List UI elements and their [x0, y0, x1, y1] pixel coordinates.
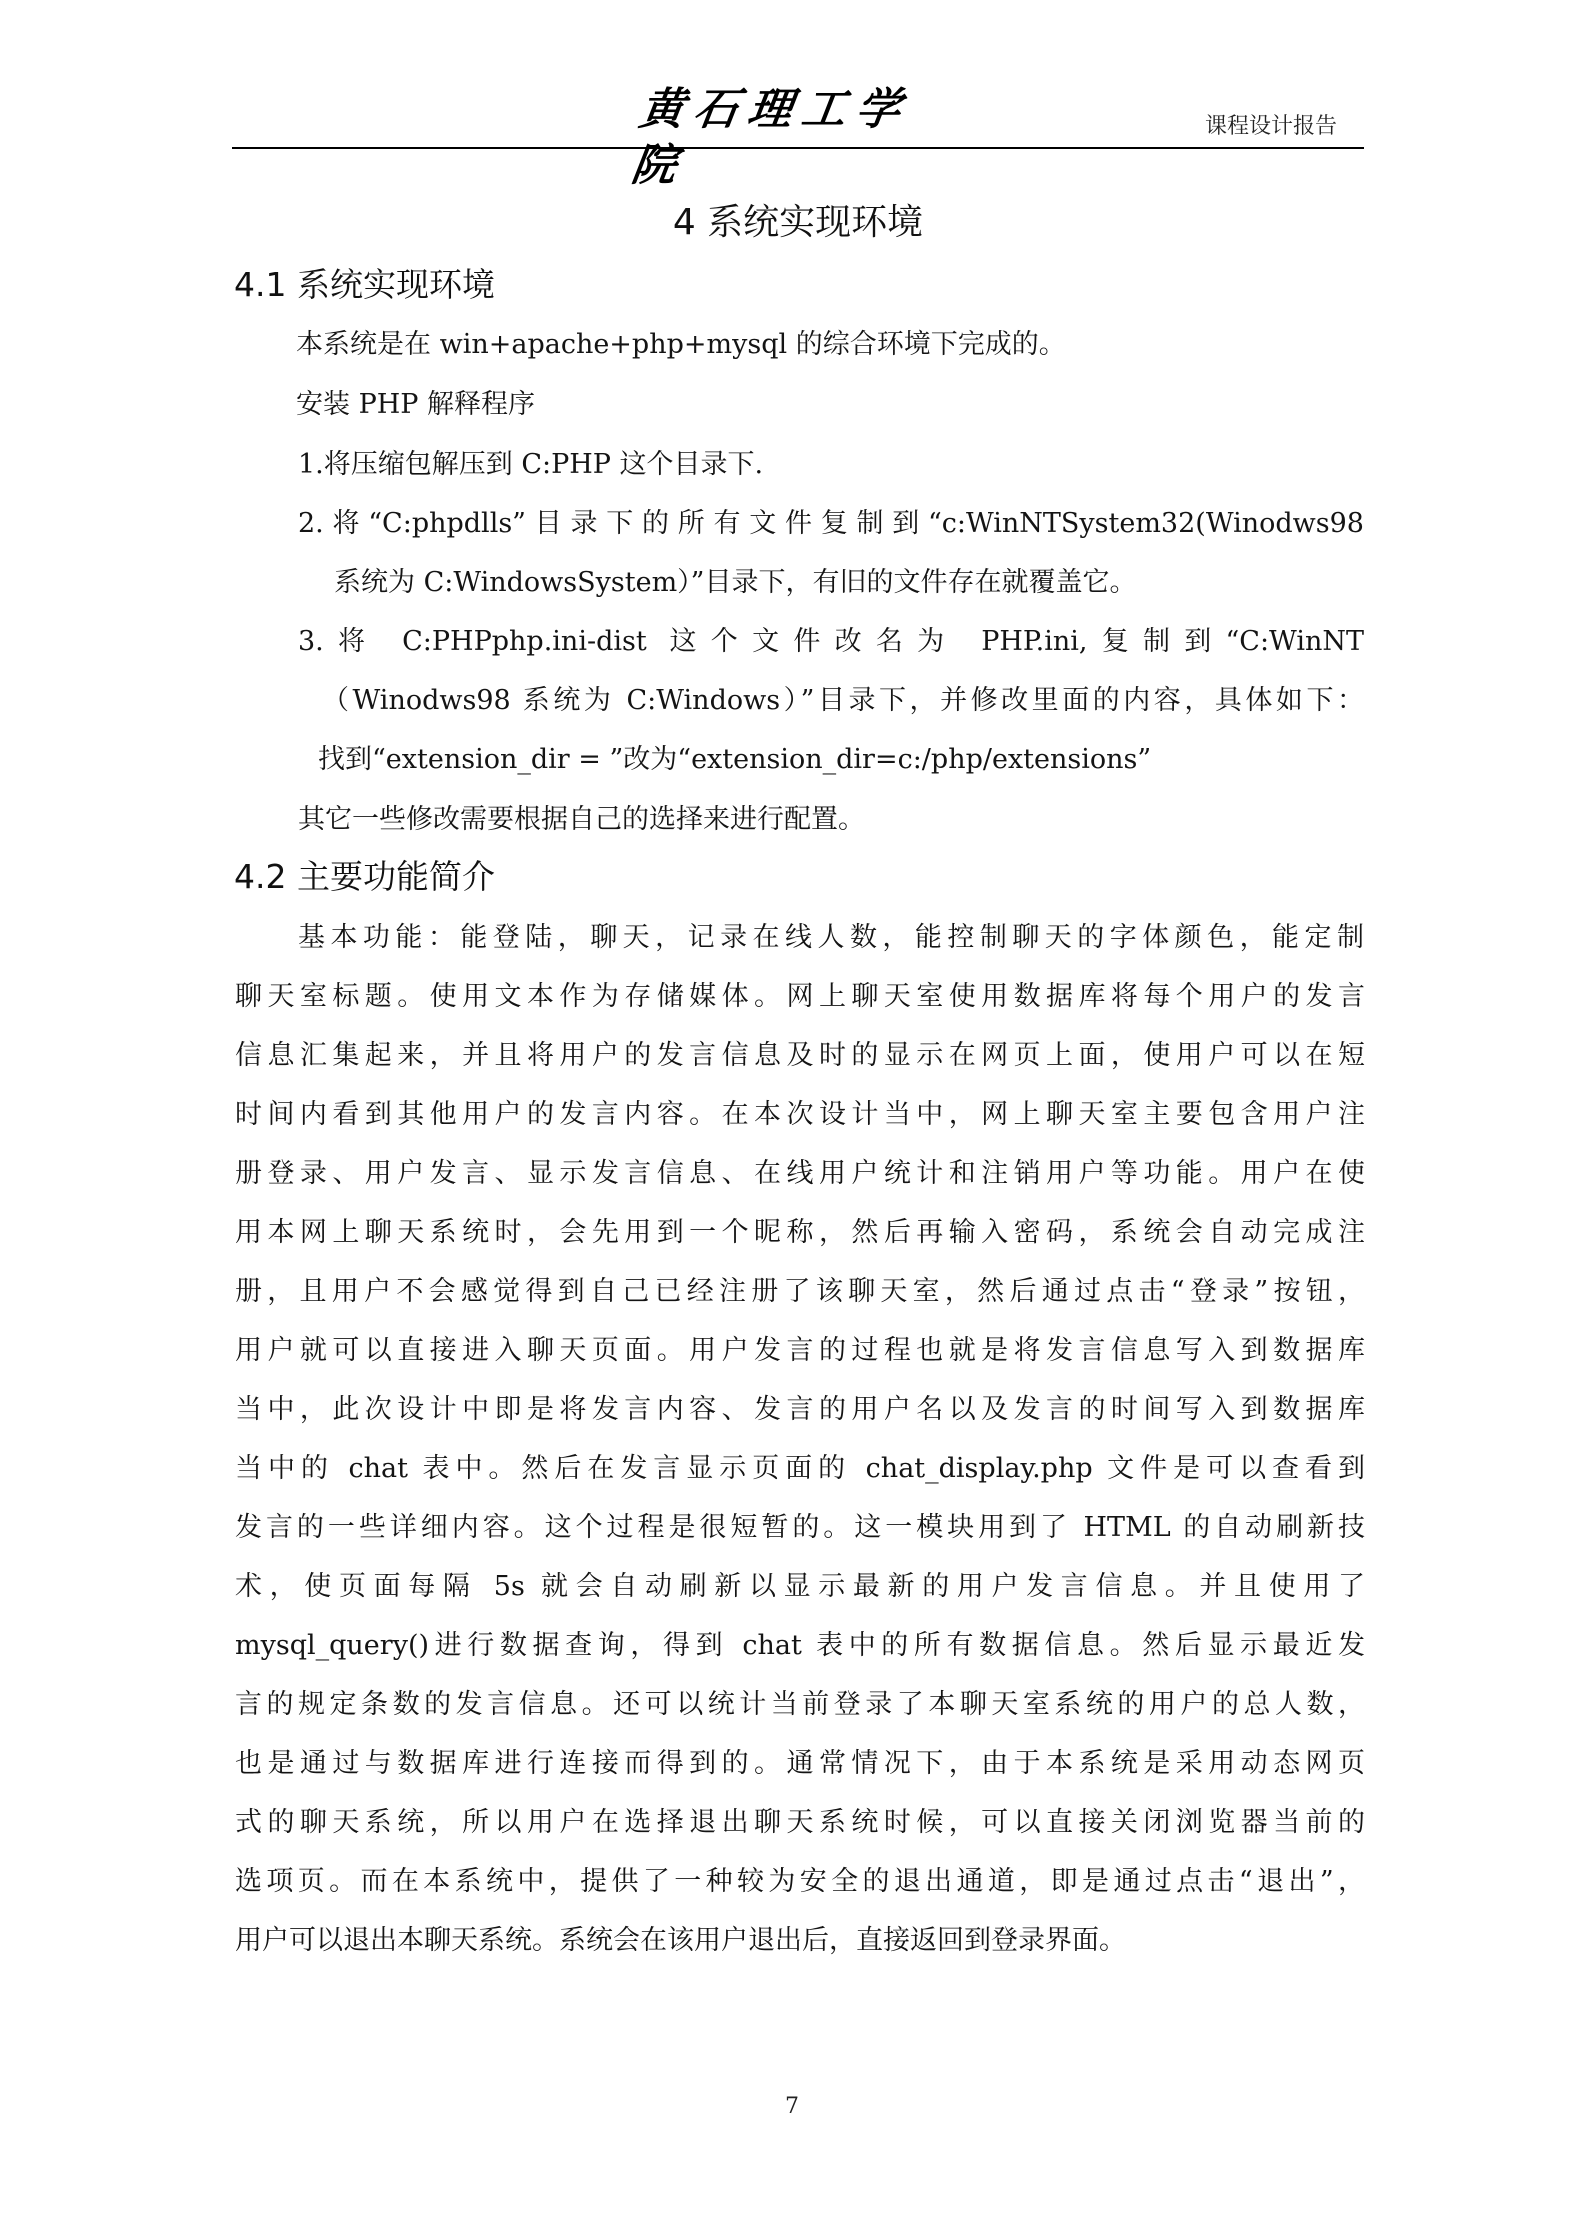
paragraph-line: 本系统是在 win+apache+php+mysql 的综合环境下完成的。	[296, 329, 1066, 360]
paragraph-line: 也是通过与数据库进行连接而得到的。通常情况下，由于本系统是采用动态网页	[235, 1748, 1365, 1779]
section-heading-4-1: 4.1 系统实现环境	[234, 265, 495, 304]
paragraph-line: 术，使页面每隔 5s 就会自动刷新以显示最新的用户发言信息。并且使用了	[235, 1571, 1365, 1602]
list-item-1: 1.将压缩包解压到 C:PHP 这个目录下.	[298, 449, 764, 480]
paragraph-line: 册登录、用户发言、显示发言信息、在线用户统计和注销用户等功能。用户在使	[235, 1158, 1365, 1189]
list-item-2-cont: 系统为 C:WindowsSystem）”目录下，有旧的文件存在就覆盖它。	[334, 567, 1137, 598]
paragraph-line: 信息汇集起来，并且将用户的发言信息及时的显示在网页上面，使用户可以在短	[235, 1040, 1365, 1071]
paragraph-line: 用本网上聊天系统时，会先用到一个昵称，然后再输入密码，系统会自动完成注	[235, 1217, 1365, 1248]
paragraph-line: mysql_query()进行数据查询，得到 chat 表中的所有数据信息。然后显示最近发	[235, 1630, 1365, 1661]
header-divider	[232, 147, 1364, 149]
paragraph-line: 言的规定条数的发言信息。还可以统计当前登录了本聊天室系统的用户的总人数，	[235, 1689, 1365, 1720]
paragraph-line: 时间内看到其他用户的发言内容。在本次设计当中，网上聊天室主要包含用户注	[235, 1099, 1365, 1130]
paragraph-line: 选项页。而在本系统中，提供了一种较为安全的退出通道，即是通过点击“退出”，	[235, 1866, 1365, 1897]
paragraph-line: 发言的一些详细内容。这个过程是很短暂的。这一模块用到了 HTML 的自动刷新技	[235, 1512, 1365, 1543]
paragraph-line: 当中，此次设计中即是将发言内容、发言的用户名以及发言的时间写入到数据库	[235, 1394, 1365, 1425]
paragraph-line: 安装 PHP 解释程序	[296, 389, 536, 420]
paragraph-line: 用户可以退出本聊天系统。系统会在该用户退出后，直接返回到登录界面。	[235, 1925, 1126, 1956]
paragraph-line: 当中的 chat 表中。然后在发言显示页面的 chat_display.php 文件是可以查看到	[235, 1453, 1365, 1484]
list-item-3-detail: 找到“extension_dir = ”改为“extension_dir=c:/php/extensions”	[318, 744, 1152, 775]
chapter-title: 4 系统实现环境	[672, 202, 924, 243]
school-logo: 黄石理工学院	[628, 84, 914, 191]
list-item-3: 3.将 C:PHPphp.ini-dist 这个文件改名为 PHP.ini,复制到“C:WinNT	[298, 626, 1364, 657]
list-item-3-cont: （Winodws98 系统为 C:Windows）”目录下，并修改里面的内容，具体如下：	[322, 685, 1364, 716]
paragraph-line: 其它一些修改需要根据自己的选择来进行配置。	[298, 804, 865, 835]
paragraph-line: 基本功能：能登陆，聊天，记录在线人数，能控制聊天的字体颜色，能定制	[298, 922, 1364, 953]
paragraph-line: 用户就可以直接进入聊天页面。用户发言的过程也就是将发言信息写入到数据库	[235, 1335, 1365, 1366]
paragraph-line: 式的聊天系统，所以用户在选择退出聊天系统时候，可以直接关闭浏览器当前的	[235, 1807, 1365, 1838]
paragraph-line: 册，且用户不会感觉得到自己已经注册了该聊天室，然后通过点击“登录”按钮，	[235, 1276, 1365, 1307]
list-item-2: 2.将“C:phpdlls”目录下的所有文件复制到“c:WinNTSystem32(Winodws98	[298, 508, 1364, 539]
page-number: 7	[785, 2094, 799, 2119]
report-type-label: 课程设计报告	[1205, 114, 1338, 139]
paragraph-line: 聊天室标题。使用文本作为存储媒体。网上聊天室使用数据库将每个用户的发言	[235, 981, 1365, 1012]
section-heading-4-2: 4.2 主要功能简介	[234, 857, 495, 896]
